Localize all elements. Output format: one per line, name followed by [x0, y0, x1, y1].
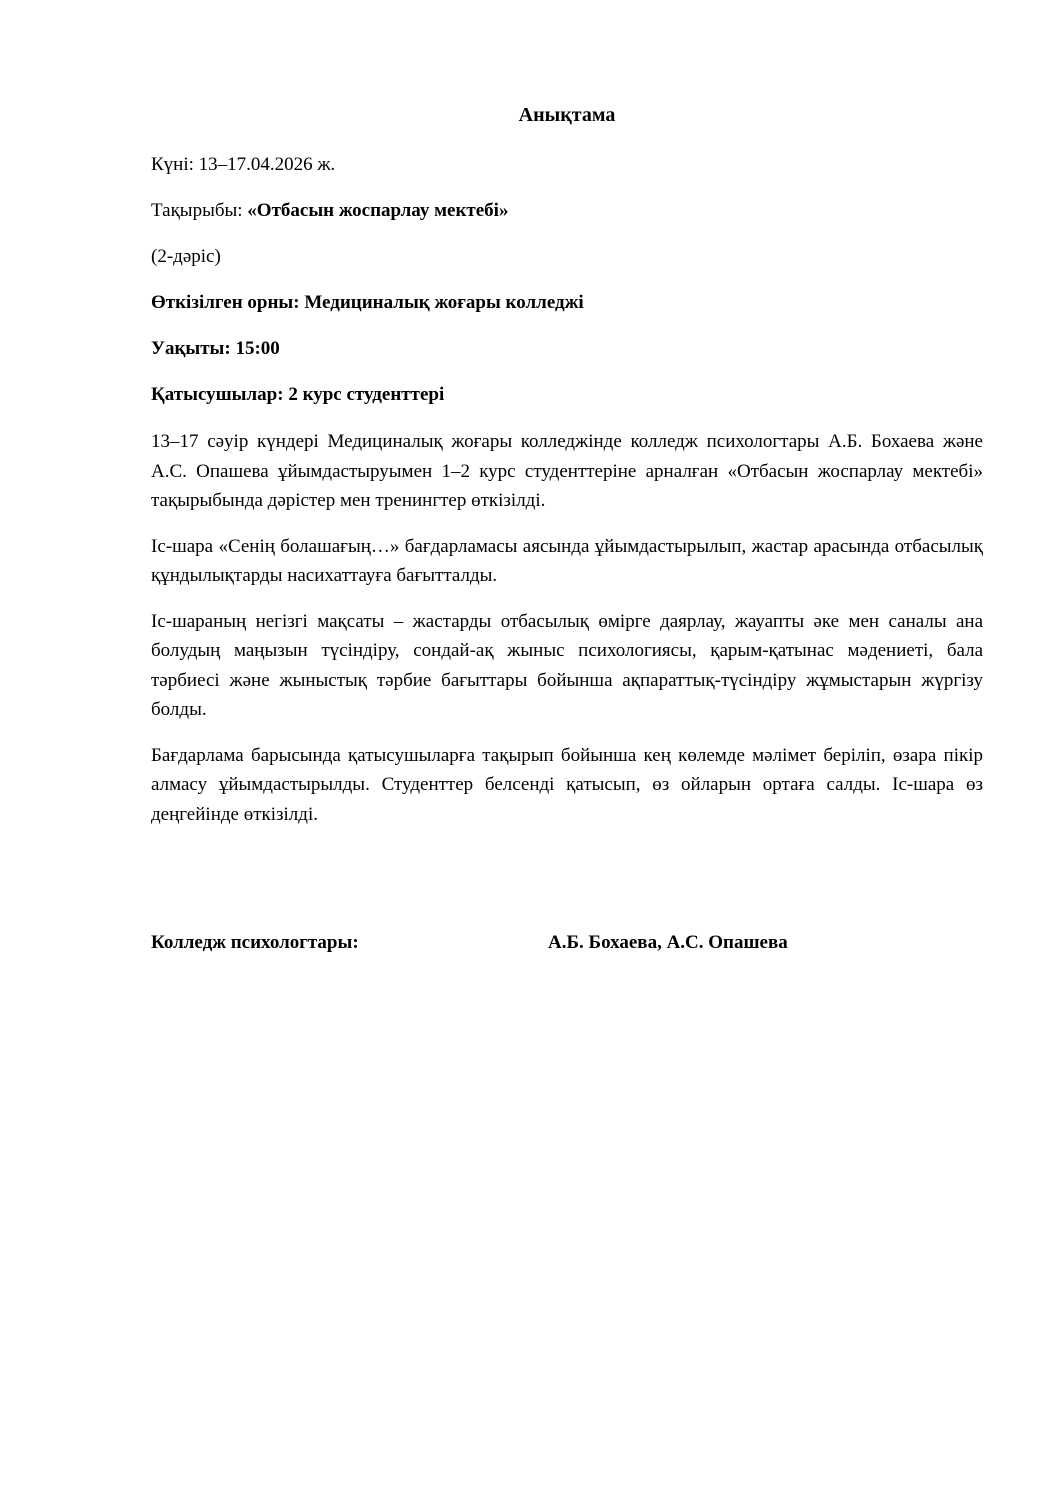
- document-title: Анықтама: [518, 104, 616, 126]
- topic-value: «Отбасын жоспарлау мектебі»: [247, 200, 509, 221]
- participants-line: Қатысушылар: 2 курс студенттері: [151, 384, 445, 405]
- paragraph-1: 13–17 сәуір күндері Медициналық жоғары колледжінде колледж психологтары А.Б. Бохаева және А.С. Опашева ұйымдастыруымен 1–2 курс студенттеріне арналған «Отбасын жоспарлау мектебі» тақырыбында дәрістер мен тренингтер өткізілді.: [151, 431, 983, 511]
- lecture-number: (2-дәріс): [151, 246, 221, 267]
- signature-names: А.Б. Бохаева, А.С. Опашева: [548, 932, 788, 953]
- topic-line: [151, 197, 983, 225]
- paragraph-2: Іс-шара «Сенің болашағың…» бағдарламасы аясында ұйымдастырылып, жастар арасында отбасылық құндылықтарды насихаттауға бағытталды.: [151, 535, 983, 586]
- topic-label: Тақырыбы:: [151, 200, 248, 221]
- signature-label: Колледж психологтары:: [151, 932, 359, 953]
- paragraph-4: Бағдарлама барысында қатысушыларға тақырып бойынша кең көлемде мәлімет беріліп, өзара пікір алмасу ұйымдастырылды. Студенттер белсенді қатысып, өз ойларын ортаға салды. Іс-шара өз деңгейінде өткізілді.: [151, 744, 983, 825]
- signature-block: [151, 929, 983, 959]
- document-body: [151, 98, 983, 845]
- paragraph-3: Іс-шараның негізгі мақсаты – жастарды отбасылық өмірге даярлау, жауапты әке мен саналы ана болудың маңызын түсіндіру, сондай-ақ жыныс психологиясы, қарым-қатынас мәдениеті, бала тәрбиесі және жыныстық тәрбие бағыттары бойынша ақпараттық-түсіндіру жұмыстарын жүргізу болды.: [151, 610, 983, 720]
- time-line: Уақыты: 15:00: [151, 338, 280, 359]
- date-line: Күні: 13–17.04.2026 ж.: [151, 154, 336, 175]
- venue-line: Өткізілген орны: Медициналық жоғары колледжі: [151, 292, 584, 313]
